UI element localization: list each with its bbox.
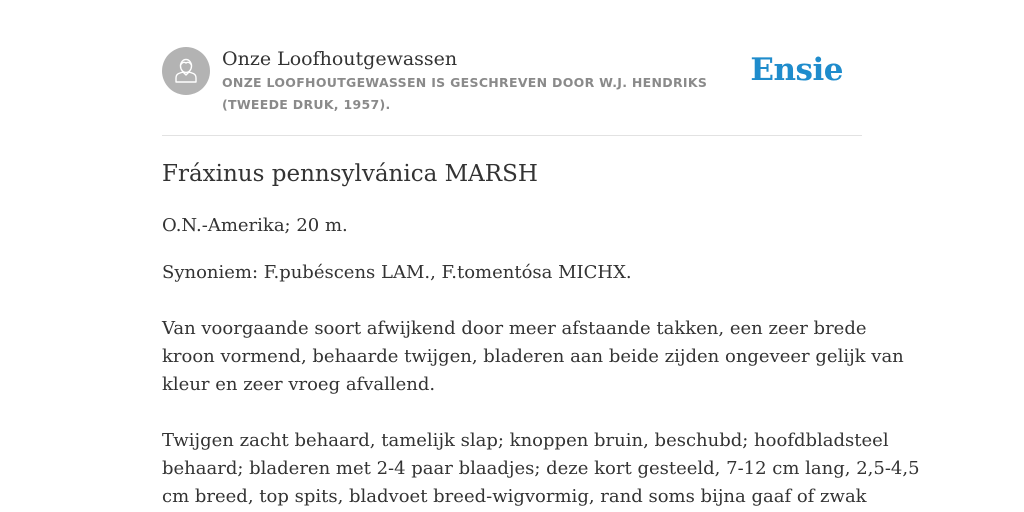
synonyms-text: Synoniem: F.pubéscens LAM., F.tomentósa MICHX. [162, 262, 632, 283]
source-description: ONZE LOOFHOUTGEWASSEN IS GESCHREVEN DOOR W.J. HENDRIKS (TWEEDE DRUK, 1957). [222, 75, 708, 112]
description-line: kroon vormend, behaarde twijgen, bladeren aan beide zijden ongeveer gelijk van [162, 346, 904, 367]
description-line: Van voorgaande soort afwijkend door meer afstaande takken, een zeer brede [162, 318, 867, 339]
description-paragraph [162, 315, 904, 399]
source-header [162, 46, 862, 136]
twigs-line: behaard; bladeren met 2-4 paar blaadjes; deze kort gesteeld, 7-12 cm lang, 2,5-4,5 [162, 458, 920, 479]
twigs-line: cm breed, top spits, bladvoet breed-wigvormig, rand soms bijna gaaf of zwak [162, 486, 867, 507]
entry-content [162, 156, 920, 511]
entry-title: Fráxinus pennsylvánica MARSH [162, 161, 538, 187]
description-line: kleur en zeer vroeg afvallend. [162, 374, 436, 395]
source-title[interactable]: Onze Loofhoutgewassen [222, 48, 458, 70]
twigs-line: Twijgen zacht behaard, tamelijk slap; knoppen bruin, beschubd; hoofdbladsteel [162, 430, 889, 451]
user-silhouette-icon[interactable] [162, 47, 210, 95]
brand-logo[interactable]: Ensie [750, 52, 843, 88]
twigs-paragraph [162, 427, 920, 511]
origin-text: O.N.-Amerika; 20 m. [162, 215, 348, 236]
